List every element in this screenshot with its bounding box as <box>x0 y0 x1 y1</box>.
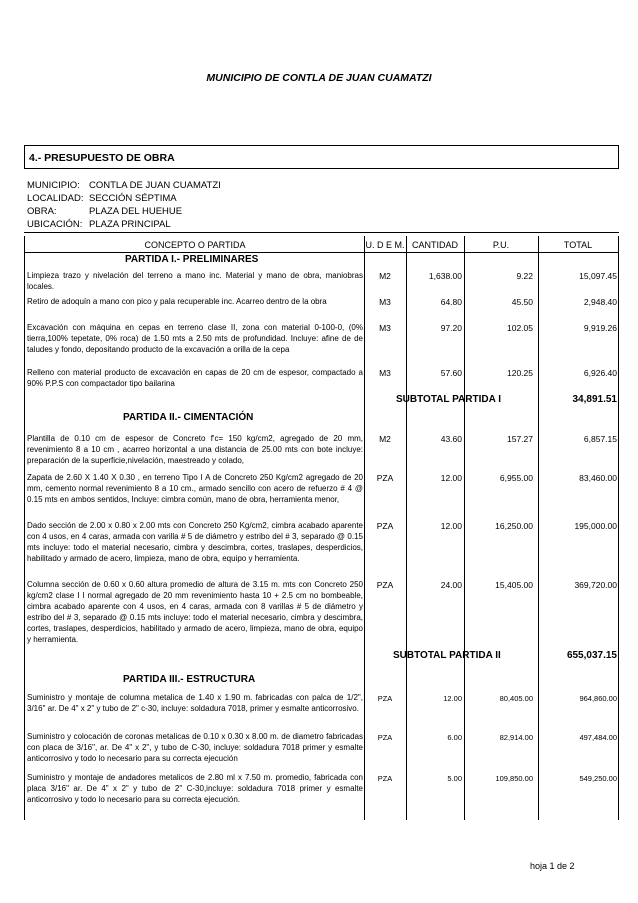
item-total: 6,926.40 <box>583 368 617 378</box>
item-unit: PZA <box>377 694 393 703</box>
header-concepto: CONCEPTO O PARTIDA <box>144 240 246 250</box>
item-quantity: 1,638.00 <box>428 271 462 281</box>
item-unit-price: 102.05 <box>507 323 533 333</box>
item-unit-price: 15,405.00 <box>495 580 533 590</box>
item-unit-price: 157.27 <box>507 434 533 444</box>
item-unit-price: 120.25 <box>507 368 533 378</box>
document-title: MUNICIPIO DE CONTLA DE JUAN CUAMATZI <box>206 72 432 84</box>
item-total: 83,460.00 <box>579 473 617 483</box>
item-description: Plantilla de 0.10 cm de espesor de Concreto f'c= 150 kg/cm2, agregado de 20 mm, revenimiento 8 a 10 cm , acarreo horizontal a una distancia de 25.00 mts con bote incluye: preparación de la superficie,nivelación, maestreado y colado, <box>27 434 363 465</box>
item-unit: PZA <box>377 774 393 783</box>
info-ubicacion: UBICACIÓN: PLAZA PRINCIPAL <box>27 219 171 230</box>
item-description: Suministro y montaje de andadores metalicos de 2.80 ml x 7.50 m. promedio, fabricada con placa 3/16" ar. De 4" x 2" y tubo de 2" C-30,incluye: soldadura 7018 primer y esmalte anticorrosivo y todo lo necesario para su correcta ejecución. <box>27 773 363 804</box>
item-quantity: 57.60 <box>440 368 462 378</box>
item-description: Retiro de adoquín a mano con pico y pala recuperable inc. Acarreo dentro de la obra <box>27 297 327 306</box>
item-total: 2,948.40 <box>583 297 617 307</box>
subtotal-value: 655,037.15 <box>566 650 617 661</box>
item-description: Limpieza trazo y nivelación del terreno a mano inc. Material y mano de obra, maniobras locales. <box>27 271 363 291</box>
item-quantity: 12.00 <box>440 473 462 483</box>
item-unit: M3 <box>379 323 391 333</box>
item-description: Zapata de 2.60 X 1.40 X 0.30 , en terreno Tipo I A de Concreto 250 Kg/cm2 agregado de 20 mm, cemento normal revenimiento 8 a 10 cm., armado sencillo con acero de refuerzo # 4 @ 0.15 mts en ambos sentidos, Incluye: cimbra común, mano de obra, herramienta menor, <box>27 473 363 504</box>
item-unit-price: 109,850.00 <box>495 774 533 783</box>
item-description: Columna sección de 0.60 x 0.60 altura promedio de altura de 3.15 m. mts con Concreto 250 kg/cm2 clase I I normal agregado de 20 mm revenimiento hasta 10 + 2.5 cm no bombeable, cimbra acabado aparente con 4 usos, en 4 caras, armada con 8 varillas # 5 de diámetro y estribo del # 3, separado @ 0.15 mts incluye: todo el material necesario, cimbra y descimbra, cortes, traslapes, desperdicios, habilitado y armado de acero, limpieza, mano de obra, equipo y herramienta. <box>27 580 363 644</box>
item-total: 9,919.26 <box>583 323 617 333</box>
page-number: hoja 1 de 2 <box>530 861 575 871</box>
item-quantity: 43.60 <box>440 434 462 444</box>
partida-title: PARTIDA I.- PRELIMINARES <box>125 254 259 265</box>
item-unit-price: 9.22 <box>516 271 533 281</box>
subtotal-label: SUBTOTAL PARTIDA I <box>396 394 501 405</box>
item-unit-price: 82,914.00 <box>499 733 533 742</box>
subtotal-label: SUBTOTAL PARTIDA II <box>393 650 501 661</box>
item-quantity: 97.20 <box>440 323 462 333</box>
divider <box>24 232 619 233</box>
item-total: 195,000.00 <box>574 521 617 531</box>
item-total: 964,860.00 <box>579 694 617 703</box>
header-unidad: U. D E M. <box>365 240 405 250</box>
item-description: Dado sección de 2.00 x 0.80 x 2.00 mts con Concreto 250 Kg/cm2, cimbra acabado aparente con 4 usos, en 4 caras, armada con varilla # 5 de diámetro y estribo del # 3, separado @ 0.15 mts incluye: todo el material necesario, cimbra y descimbra, cortes, traslapes, desperdicios, habilitado y armado de acero, limpieza, mano de obra, equipo y herramienta. <box>27 521 363 563</box>
header-pu: P.U. <box>492 240 510 250</box>
item-quantity: 64.80 <box>440 297 462 307</box>
item-description: Suministro y colocación de coronas metalicas de 0.10 x 0.30 x 8.00 m. de diametro fabricadas con placa de 3/16", ar. De 4" x 2", y tubo de C-30, incluye: soldadura 7018 primer y esmalte anticorrosivo y todo lo necesario para su correcta ejecución <box>27 732 363 763</box>
item-unit-price: 45.50 <box>511 297 533 307</box>
column-divider <box>464 236 465 820</box>
header-cantidad: CANTIDAD <box>411 240 458 250</box>
item-unit: PZA <box>376 580 394 590</box>
item-unit-price: 16,250.00 <box>495 521 533 531</box>
item-quantity: 6.00 <box>447 733 462 742</box>
header-total: TOTAL <box>563 240 593 250</box>
item-unit: PZA <box>376 521 394 531</box>
item-unit-price: 80,405.00 <box>499 694 533 703</box>
item-description: Suministro y montaje de columna metalica de 1.40 x 1.90 m. fabricadas con palca de 1/2", 3/16" ar. De 4" x 2" y tubo de 2" c-30, incluye: soldadura 7018, primer y esmalte anticorrosivo. <box>27 693 363 713</box>
partida-title: PARTIDA II.- CIMENTACIÓN <box>123 412 254 423</box>
info-localidad: LOCALIDAD: SECCIÓN SÉPTIMA <box>27 193 177 204</box>
item-quantity: 12.00 <box>443 694 462 703</box>
info-municipio: MUNICIPIO: CONTLA DE JUAN CUAMATZI <box>27 180 221 191</box>
header-divider <box>24 252 619 253</box>
item-unit: PZA <box>377 733 393 742</box>
item-description: Excavación con máquina en cepas en terreno clase II, zona con material 0-100-0, (0% tierra,100% tepetate, 0% roca) de 1.50 mts a 2.50 mts de profundidad. Incluye: afine de de taludes y fondo, depositando producto de la excavación a orilla de la cepa <box>27 323 363 354</box>
info-obra: OBRA: PLAZA DEL HUEHUE <box>27 206 183 217</box>
section-header <box>24 145 619 169</box>
item-total: 6,857.15 <box>583 434 617 444</box>
item-total: 15,097.45 <box>579 271 617 281</box>
partida-title: PARTIDA III.- ESTRUCTURA <box>123 674 256 685</box>
item-unit: M2 <box>379 434 391 444</box>
subtotal-value: 34,891.51 <box>572 394 617 405</box>
item-quantity: 24.00 <box>440 580 462 590</box>
item-quantity: 12.00 <box>440 521 462 531</box>
section-title: 4.- PRESUPUESTO DE OBRA <box>29 152 175 164</box>
item-unit: M2 <box>379 271 391 281</box>
item-total: 369,720.00 <box>574 580 617 590</box>
item-quantity: 5.00 <box>447 774 462 783</box>
item-total: 549,250.00 <box>579 774 617 783</box>
column-divider <box>538 236 539 820</box>
item-unit-price: 6,955.00 <box>499 473 533 483</box>
item-unit: PZA <box>376 473 394 483</box>
item-description: Relleno con material producto de excavación en capas de 20 cm de espesor, compactado a 90% P.P.S con compactador tipo bailarina <box>27 368 363 388</box>
item-unit: M3 <box>379 297 391 307</box>
item-unit: M3 <box>379 368 391 378</box>
item-total: 497,484.00 <box>579 733 617 742</box>
